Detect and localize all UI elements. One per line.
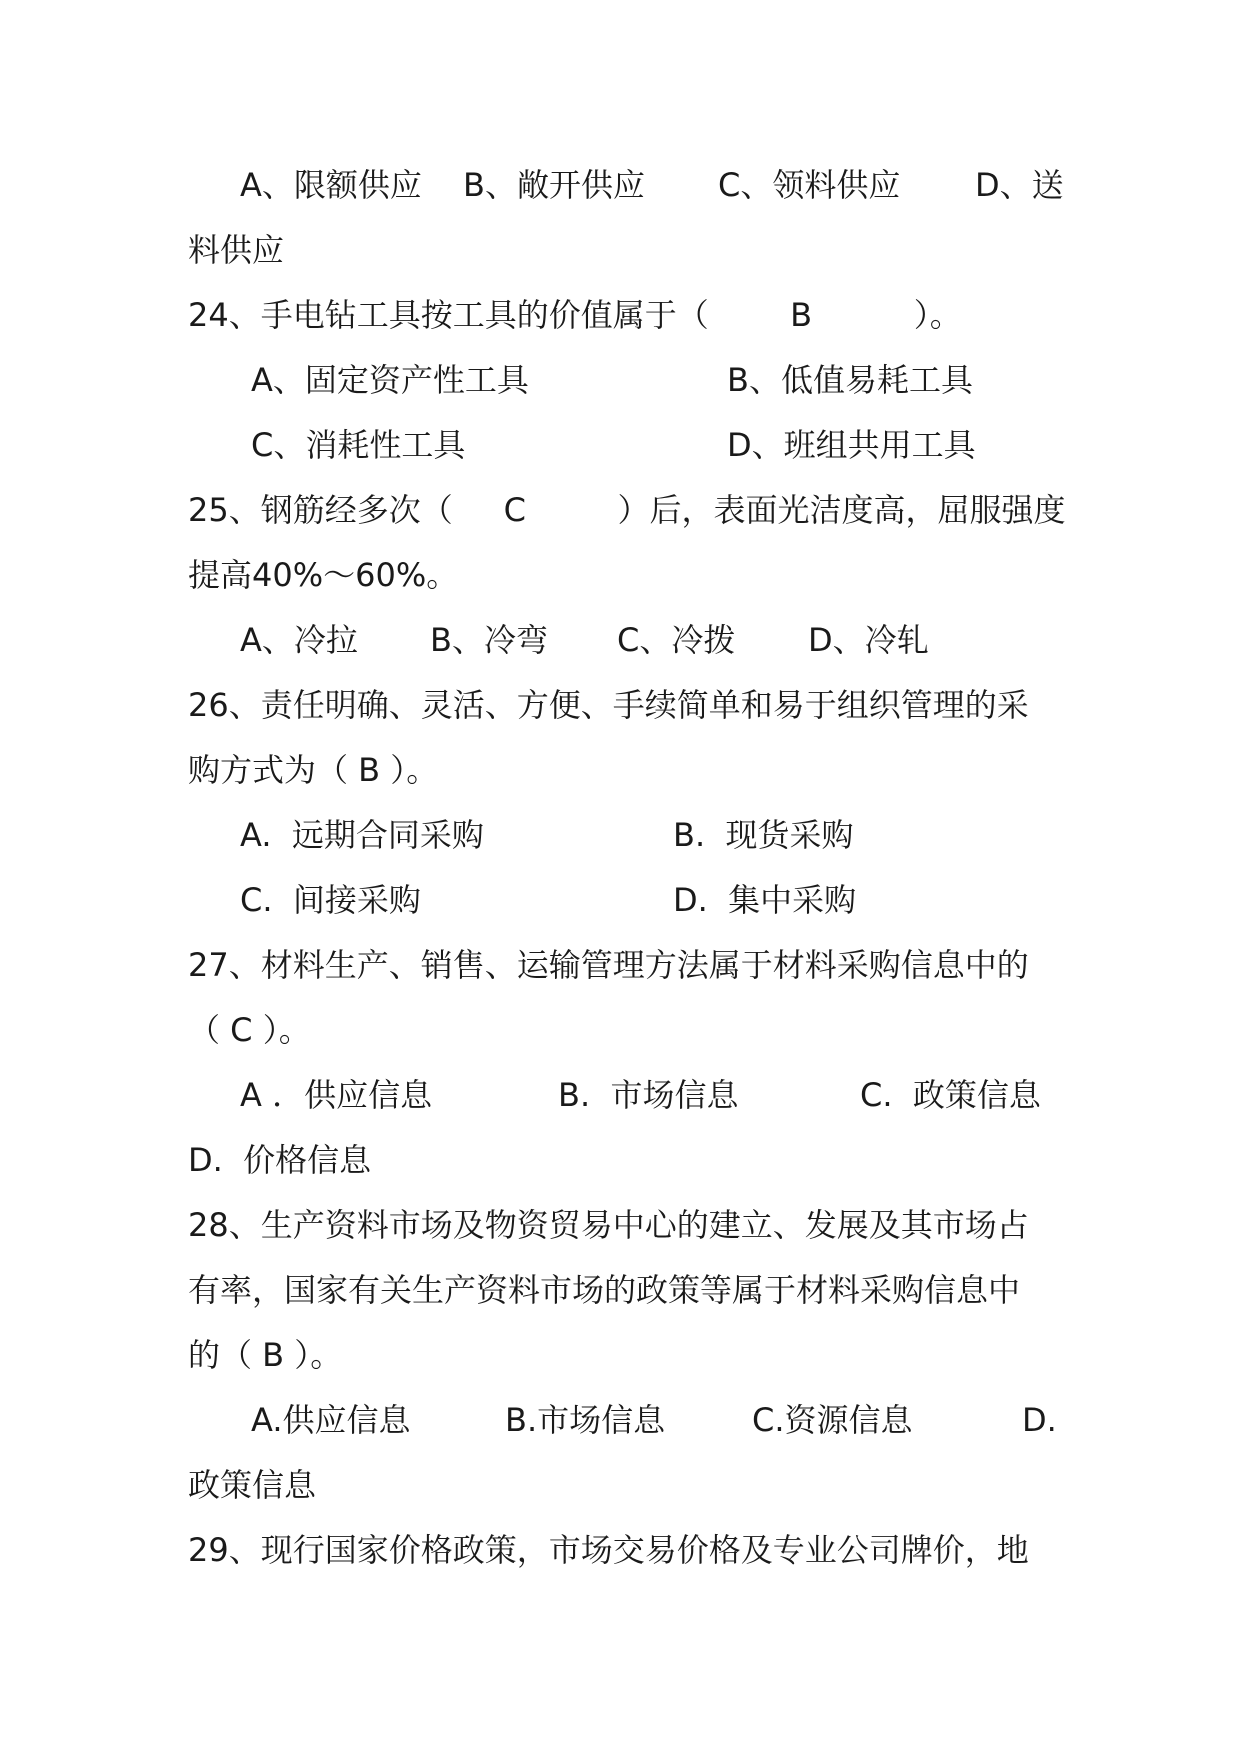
q24-option-c: C、消耗性工具 — [251, 426, 466, 464]
q28-question-cont-2: 的（ B ）。 — [188, 1336, 343, 1374]
q26-question-cont: 购方式为（ B ）。 — [188, 751, 439, 789]
q28-option-b: B.市场信息 — [505, 1401, 666, 1439]
q26-question: 26、责任明确、灵活、方便、手续简单和易于组织管理的采 — [188, 686, 1029, 724]
q23-option-a: A、限额供应 — [240, 166, 422, 204]
q27-option-c: C. 政策信息 — [860, 1076, 1041, 1114]
q23-option-b: B、敞开供应 — [463, 166, 645, 204]
q28-option-a: A.供应信息 — [251, 1401, 411, 1439]
q24-option-a: A、固定资产性工具 — [251, 361, 529, 399]
q27-question: 27、材料生产、销售、运输管理方法属于材料采购信息中的 — [188, 946, 1029, 984]
q28-option-c: C.资源信息 — [752, 1401, 913, 1439]
q25-option-d: D、冷轧 — [808, 621, 929, 659]
q24-option-b: B、低值易耗工具 — [727, 361, 973, 399]
q26-option-d: D. 集中采购 — [673, 881, 857, 919]
q26-option-b: B. 现货采购 — [673, 816, 854, 854]
q25-option-c: C、冷拨 — [617, 621, 736, 659]
q28-question: 28、生产资料市场及物资贸易中心的建立、发展及其市场占 — [188, 1206, 1029, 1244]
q28-option-d: D. — [1022, 1401, 1057, 1439]
q24-question: 24、手电钻工具按工具的价值属于（ B ）。 — [188, 296, 962, 334]
q25-option-b: B、冷弯 — [430, 621, 548, 659]
q25-option-a: A、冷拉 — [240, 621, 358, 659]
q28-option-d-cont: 政策信息 — [188, 1466, 317, 1504]
q27-option-b: B. 市场信息 — [558, 1076, 739, 1114]
q24-option-d: D、班组共用工具 — [727, 426, 976, 464]
q23-option-d-cont: 料供应 — [188, 231, 285, 269]
q28-question-cont-1: 有率，国家有关生产资料市场的政策等属于材料采购信息中 — [188, 1271, 1021, 1309]
q23-option-d: D、送 — [975, 166, 1064, 204]
q27-option-a: A ．供应信息 — [240, 1076, 433, 1114]
q26-option-a: A. 远期合同采购 — [240, 816, 484, 854]
q23-option-c: C、领料供应 — [718, 166, 901, 204]
q29-question: 29、现行国家价格政策，市场交易价格及专业公司牌价，地 — [188, 1531, 1029, 1569]
q25-question: 25、钢筋经多次（ C ）后，表面光洁度高，屈服强度 — [188, 491, 1066, 529]
q27-question-cont: （ C ）。 — [188, 1011, 311, 1049]
q25-question-cont: 提高40%～60%。 — [188, 556, 459, 594]
q26-option-c: C. 间接采购 — [240, 881, 421, 919]
q27-option-d: D. 价格信息 — [188, 1141, 372, 1179]
